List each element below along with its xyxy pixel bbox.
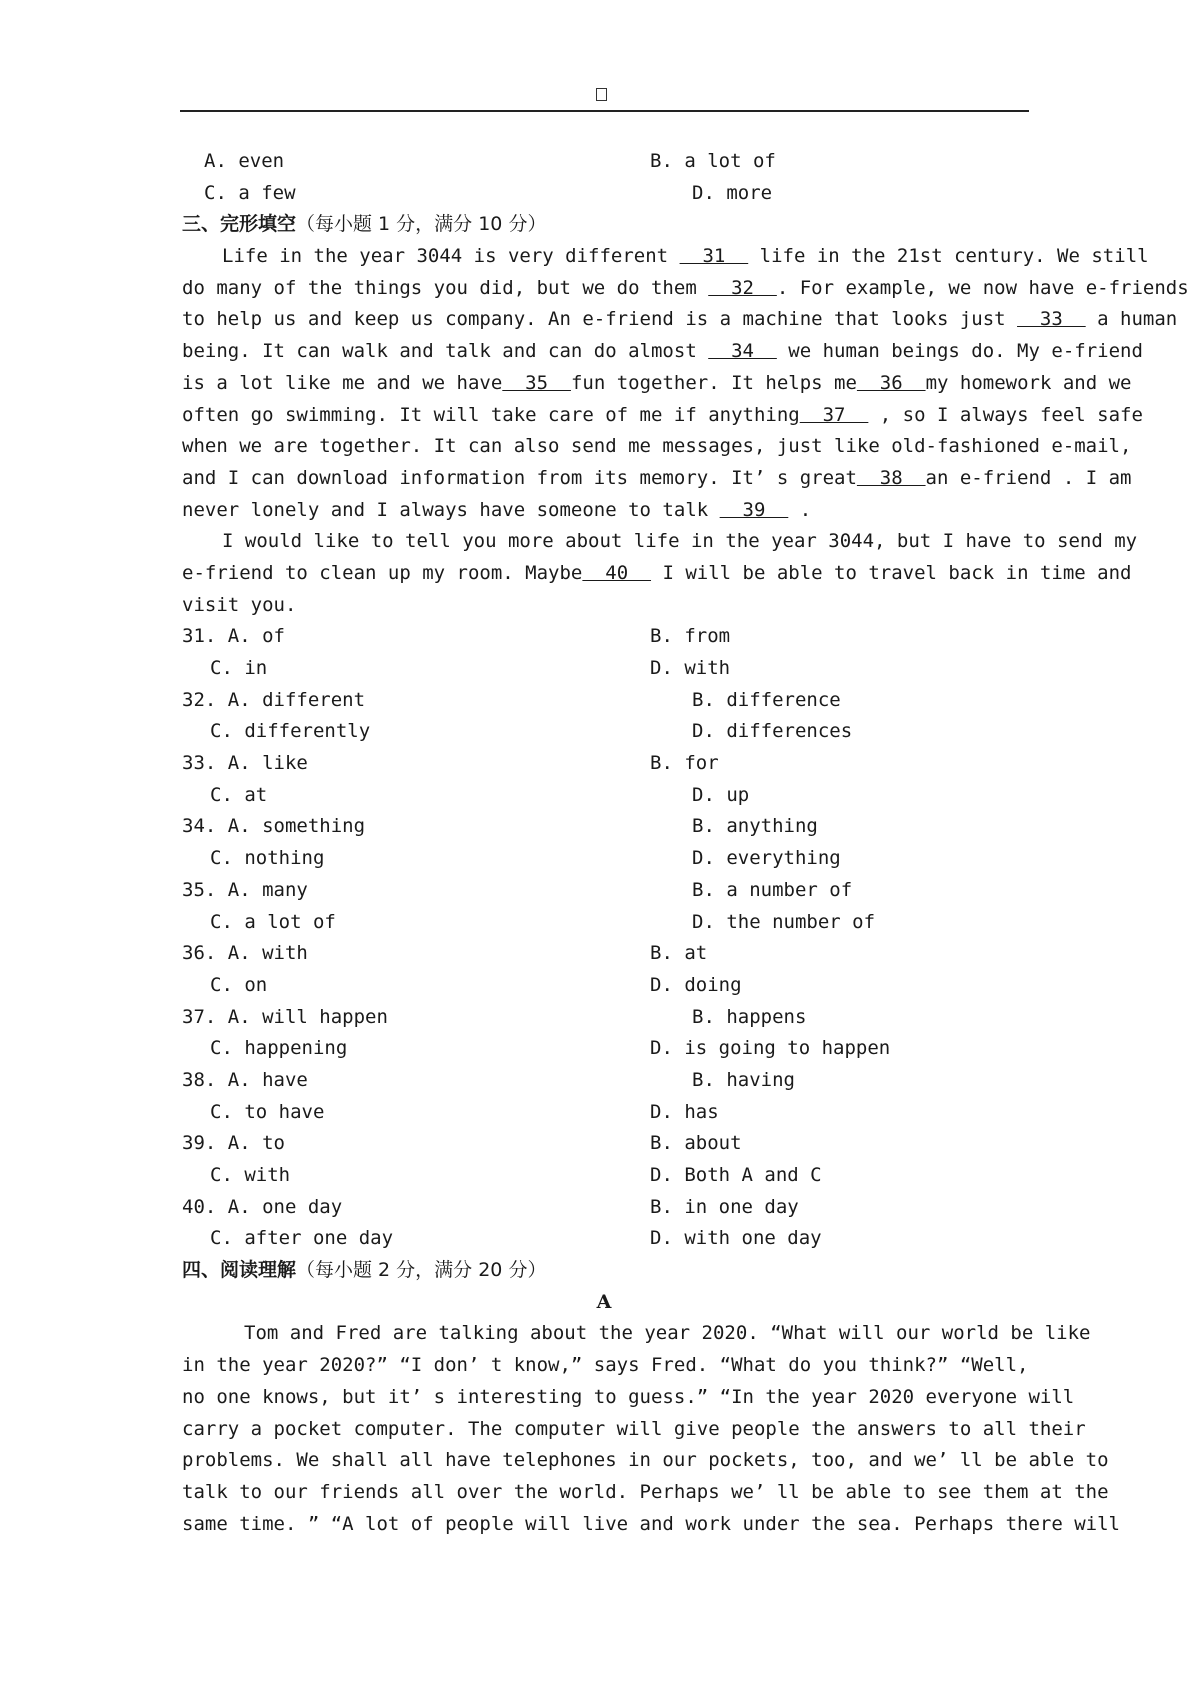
passage-text: fun together. It helps me bbox=[570, 371, 857, 394]
answer-blank: 31 bbox=[679, 245, 749, 268]
question-option-b: B. happens bbox=[692, 1005, 807, 1028]
section-heading-cloze bbox=[182, 209, 1026, 241]
reading-part-label: A bbox=[596, 1290, 612, 1313]
passage-text: to help us and keep us company. An e-friend is a machine that looks just bbox=[182, 308, 1018, 331]
question-row bbox=[182, 811, 1026, 843]
question-row bbox=[182, 1160, 1026, 1192]
question-option-b: B. about bbox=[650, 1132, 742, 1155]
passage-line bbox=[182, 463, 1132, 495]
answer-blank: 32 bbox=[708, 276, 777, 299]
question-option-c: C. in bbox=[210, 657, 268, 679]
answer-blank: 39 bbox=[719, 498, 789, 521]
question-row bbox=[182, 907, 1026, 939]
passage-text: do many of the things you did, but we do them bbox=[182, 276, 709, 299]
section-note: （每小题 1 分，满分 10 分） bbox=[296, 213, 547, 236]
reading-passage bbox=[182, 1318, 1120, 1540]
answer-blank: 33 bbox=[1017, 308, 1086, 331]
question-option-a: 33. A. like bbox=[182, 752, 308, 775]
option-c: C. a few bbox=[204, 181, 296, 204]
passage-line bbox=[182, 336, 1143, 368]
reading-line: carry a pocket computer. The computer will give people the answers to all their bbox=[182, 1417, 1086, 1440]
answer-blank: 37 bbox=[799, 403, 869, 426]
question-row bbox=[182, 1097, 1026, 1129]
question-row bbox=[182, 748, 1026, 780]
question-option-d: D. differences bbox=[692, 720, 853, 743]
question-option-d: D. with bbox=[650, 657, 731, 679]
question-option-b: B. at bbox=[650, 942, 708, 965]
question-option-b: B. difference bbox=[692, 688, 841, 711]
question-row bbox=[182, 938, 1026, 970]
question-row bbox=[182, 653, 1026, 685]
reading-line: Tom and Fred are talking about the year 2020. “What will our world be like bbox=[244, 1322, 1091, 1345]
question-option-c: C. a lot of bbox=[210, 910, 336, 933]
question-option-a: 32. A. different bbox=[182, 688, 366, 711]
question-row bbox=[182, 970, 1026, 1002]
passage-text: when we are together. It can also send me messages, just like old-fashioned e-mail, bbox=[182, 435, 1132, 458]
question-option-c: C. at bbox=[210, 783, 268, 806]
option-d: D. more bbox=[692, 181, 773, 204]
question-row bbox=[182, 621, 1026, 653]
passage-text: life in the 21st century. We still bbox=[748, 245, 1149, 268]
section-title: 三、完形填空 bbox=[182, 213, 297, 236]
question-option-a: 35. A. many bbox=[182, 878, 308, 901]
header-mark bbox=[596, 88, 607, 101]
answer-blank: 36 bbox=[856, 371, 926, 394]
question-row bbox=[182, 780, 1026, 812]
question-option-b: B. having bbox=[692, 1068, 795, 1091]
question-option-b: B. anything bbox=[692, 815, 818, 838]
passage-text: a human bbox=[1085, 308, 1178, 331]
question-option-c: C. on bbox=[210, 973, 268, 996]
prev-option-row bbox=[182, 146, 1026, 178]
passage-line bbox=[182, 400, 1143, 432]
passage-text: being. It can walk and talk and can do almost bbox=[182, 340, 709, 363]
question-list bbox=[182, 621, 1026, 1255]
option-b: B. a lot of bbox=[650, 150, 776, 172]
question-option-a: 40. A. one day bbox=[182, 1195, 343, 1218]
question-row bbox=[182, 1002, 1026, 1034]
reading-line: same time. ” “A lot of people will live and work under the sea. Perhaps there will bbox=[182, 1512, 1120, 1535]
question-row bbox=[182, 1128, 1026, 1160]
passage-text: and I can download information from its memory. It’ s great bbox=[182, 466, 857, 489]
section-note: （每小题 2 分，满分 20 分） bbox=[296, 1259, 547, 1282]
passage-line bbox=[182, 431, 1132, 463]
passage-text: Life in the year 3044 is very different bbox=[222, 245, 680, 268]
passage-line: I would like to tell you more about life in the year 3044, but I have to send my bbox=[222, 530, 1138, 553]
question-option-a: 39. A. to bbox=[182, 1132, 285, 1155]
question-row bbox=[182, 1065, 1026, 1097]
question-option-d: D. the number of bbox=[692, 910, 876, 933]
option-a: A. even bbox=[204, 150, 285, 172]
question-option-b: B. for bbox=[650, 752, 719, 775]
question-option-d: D. everything bbox=[692, 847, 841, 870]
section-title: 四、阅读理解 bbox=[182, 1259, 297, 1282]
passage-text: an e-friend . I am bbox=[925, 466, 1132, 489]
question-option-b: B. from bbox=[650, 625, 731, 648]
question-row bbox=[182, 875, 1026, 907]
question-row bbox=[182, 843, 1026, 875]
question-option-c: C. after one day bbox=[210, 1227, 394, 1250]
reading-line: talk to our friends all over the world. Perhaps we’ ll be able to see them at the bbox=[182, 1480, 1109, 1503]
passage-text: often go swimming. It will take care of me if anything bbox=[182, 403, 800, 426]
passage-line bbox=[182, 304, 1178, 336]
header-rule bbox=[180, 110, 1029, 112]
question-row bbox=[182, 1033, 1026, 1065]
passage-text: e-friend to clean up my room. Maybe bbox=[182, 561, 583, 584]
reading-line: no one knows, but it’ s interesting to guess.” “In the year 2020 everyone will bbox=[182, 1385, 1075, 1408]
passage-text: is a lot like me and we have bbox=[182, 371, 503, 394]
question-option-a: 37. A. will happen bbox=[182, 1005, 388, 1028]
question-option-d: D. Both A and C bbox=[650, 1164, 822, 1186]
question-option-b: B. a number of bbox=[692, 878, 853, 901]
passage-line bbox=[182, 368, 1132, 400]
question-option-d: D. up bbox=[692, 783, 750, 806]
question-option-b: B. in one day bbox=[650, 1195, 799, 1218]
question-option-a: 34. A. something bbox=[182, 815, 366, 838]
question-option-d: D. is going to happen bbox=[650, 1037, 891, 1060]
question-row bbox=[182, 685, 1026, 717]
passage-line: visit you. bbox=[182, 593, 297, 616]
question-option-c: C. with bbox=[210, 1164, 291, 1186]
passage-line bbox=[182, 558, 1132, 590]
cloze-passage-2 bbox=[182, 526, 1138, 621]
prev-option-row bbox=[182, 178, 1026, 210]
passage-line bbox=[182, 273, 1189, 305]
reading-line: problems. We shall all have telephones in our pockets, too, and we’ ll be able to bbox=[182, 1449, 1109, 1472]
question-option-c: C. to have bbox=[210, 1100, 325, 1123]
section-heading-reading bbox=[182, 1255, 1026, 1287]
question-option-c: C. differently bbox=[210, 720, 371, 743]
question-row bbox=[182, 1192, 1026, 1224]
cloze-passage bbox=[182, 241, 1189, 526]
passage-line bbox=[182, 495, 1026, 527]
document-page bbox=[182, 146, 1189, 1540]
question-option-d: D. doing bbox=[650, 973, 742, 996]
question-option-a: 38. A. have bbox=[182, 1068, 308, 1091]
question-row bbox=[182, 1223, 1026, 1255]
passage-text: . For example, we now have e-friends bbox=[776, 276, 1189, 299]
question-row bbox=[182, 716, 1026, 748]
passage-text: . bbox=[788, 498, 812, 521]
question-option-a: 31. A. of bbox=[182, 625, 285, 648]
passage-text: we human beings do. My e-friend bbox=[776, 340, 1143, 363]
passage-text: , so I always feel safe bbox=[868, 403, 1143, 426]
passage-text: never lonely and I always have someone to talk bbox=[182, 498, 720, 521]
question-option-d: D. has bbox=[650, 1100, 719, 1123]
answer-blank: 40 bbox=[582, 561, 652, 584]
reading-line: in the year 2020?” “I don’ t know,” says Fred. “What do you think?” “Well, bbox=[182, 1354, 1029, 1377]
passage-line bbox=[182, 241, 1149, 273]
question-option-c: C. nothing bbox=[210, 847, 325, 870]
question-option-d: D. with one day bbox=[650, 1227, 822, 1250]
passage-text: I will be able to travel back in time and bbox=[651, 561, 1132, 584]
answer-blank: 34 bbox=[708, 340, 777, 363]
question-option-a: 36. A. with bbox=[182, 942, 308, 965]
passage-text: my homework and we bbox=[925, 371, 1132, 394]
answer-blank: 35 bbox=[502, 371, 571, 394]
question-option-c: C. happening bbox=[210, 1037, 348, 1060]
answer-blank: 38 bbox=[856, 466, 926, 489]
